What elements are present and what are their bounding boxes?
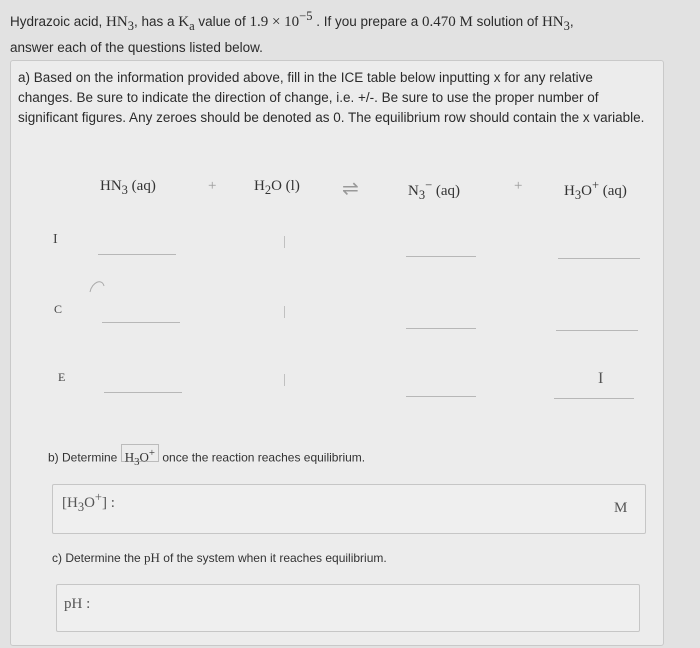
intro-text: answer each of the questions listed below.	[10, 40, 263, 55]
ph-answer-label: pH :	[64, 596, 91, 612]
cursor-mark-icon	[86, 276, 108, 298]
intro-text: value of	[194, 14, 250, 29]
acid-formula: $HN_3$	[106, 14, 134, 33]
ice-input-i-hydronium[interactable]	[558, 258, 640, 259]
acid-formula: $HN_3$	[541, 14, 570, 33]
ka-value: $1.9 \times 10^{-5}$	[249, 9, 313, 30]
ice-row-equilibrium: E	[58, 370, 66, 384]
question-intro: Hydrazoic acid, $HN_3$, has a $K_a$ value of $1.9 \times 10^{-5}$ . If you prepare a 0.470 M solution of $HN_3$, answer each of the questions listed below.	[10, 9, 574, 55]
ph-answer-field[interactable]	[56, 584, 640, 632]
intro-text: Hydrazoic acid,	[10, 14, 107, 29]
ice-input-e-hn3[interactable]	[104, 392, 182, 393]
reactant-hn3: $HN_3$ (aq)	[100, 178, 156, 197]
product-hydronium: $H_3O^+$ (aq)	[564, 178, 627, 202]
intro-text: . If you prepare a	[312, 14, 423, 29]
intro-text: , has a	[133, 14, 179, 29]
product-azide: $N_3^-$ (aq)	[408, 178, 461, 202]
part-a-instructions: a) Based on the information provided above, fill in the ICE table below inputting x for any relative changes. Be sure to indicate the direction of change, i.e. +/-. Be sure to use the proper number of significant figures. Any zeroes should be denoted as 0. The equilibrium row should contain the x variable.	[18, 70, 645, 125]
ice-input-c-azide[interactable]	[406, 328, 476, 329]
plus-sign: +	[208, 178, 217, 194]
ice-cell-i-water	[284, 236, 285, 248]
ice-input-i-hn3[interactable]	[98, 254, 176, 255]
ice-input-c-hydronium[interactable]	[556, 330, 638, 331]
reactant-water: $H_2O$ (l)	[254, 178, 300, 197]
ice-input-i-azide[interactable]	[406, 256, 476, 257]
part-b-prompt: b) Determine $H_3O^+$ once the reaction reaches equilibrium.	[48, 444, 365, 464]
hydronium-bracket: $H_3O^+$	[121, 444, 159, 462]
ice-input-e-hydronium[interactable]	[554, 398, 634, 399]
part-c-prompt: c) Determine the pH of the system when it reaches equilibrium.	[52, 550, 387, 565]
ka-symbol: $K_a$	[178, 14, 195, 33]
ice-input-e-azide[interactable]	[406, 396, 476, 397]
ice-cell-e-water	[284, 374, 285, 386]
ice-row-change: C	[54, 302, 63, 316]
hydronium-answer-label: $[H_3O^+]$ :	[62, 490, 115, 514]
concentration: 0.470 M	[422, 14, 473, 30]
ice-row-initial: I	[53, 232, 58, 247]
ice-cell-c-water	[284, 306, 285, 318]
hydronium-answer-field[interactable]	[52, 484, 646, 534]
text-cursor-icon: I	[598, 370, 604, 387]
molarity-unit: M	[614, 500, 628, 516]
equilibrium-arrow-icon: ⇌	[342, 178, 359, 200]
intro-text: solution of	[472, 14, 542, 29]
plus-sign: +	[514, 178, 523, 194]
ice-input-c-hn3[interactable]	[102, 322, 180, 323]
